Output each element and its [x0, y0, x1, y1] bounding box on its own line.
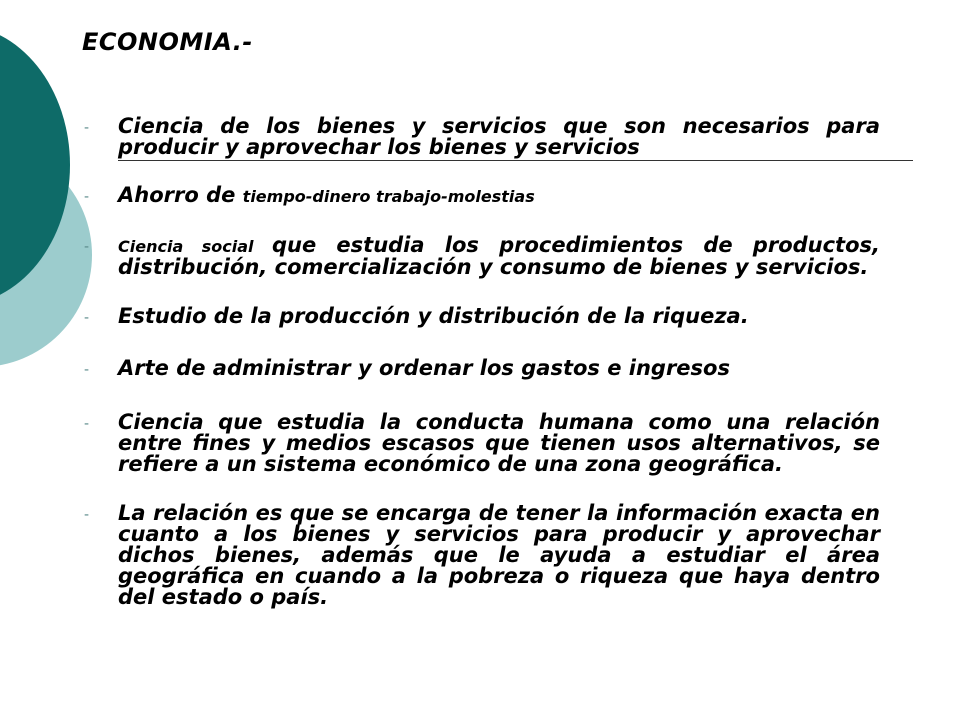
item-text: La relación es que se encarga de tener la información exacta en cuanto a los bienes y servicios para producir y aprovechar dichos bienes, además que le ayuda a estudiar el área geográfica en cuando a la pobreza o riqueza que haya dentro del estado o país.	[118, 501, 880, 609]
bullet-dash: -	[84, 310, 90, 326]
list-item	[84, 306, 880, 330]
item-text: Ciencia que estudia la conducta humana como una relación entre fines y medios escasos que tienen usos alternativos, se refiere a un sistema económico de una zona geográfica.	[118, 410, 880, 476]
item-text: Ciencia social que estudia los procedimientos de productos, distribución, comercialización y consumo de bienes y servicios.	[118, 233, 880, 279]
bullet-dash: -	[84, 189, 90, 205]
bullet-dash: -	[84, 416, 90, 432]
bullet-dash: -	[84, 120, 90, 136]
item-text: Ciencia de los bienes y servicios que son necesarios para producir y aprovechar los bienes y servicios	[118, 114, 880, 159]
bullet-dash: -	[84, 507, 90, 523]
list-item	[84, 185, 880, 209]
bullet-dash: -	[84, 239, 90, 255]
list-item	[84, 235, 880, 278]
list-item	[84, 116, 880, 158]
list-item	[84, 412, 880, 475]
item-text: Ahorro de tiempo-dinero trabajo-molestias	[118, 183, 535, 207]
list-item	[84, 503, 880, 608]
page-title: ECONOMIA.-	[82, 28, 253, 56]
item-text: Estudio de la producción y distribución de la riqueza.	[118, 304, 749, 328]
list-item	[84, 358, 880, 382]
bullet-dash: -	[84, 362, 90, 378]
item-text: Arte de administrar y ordenar los gastos e ingresos	[118, 356, 730, 380]
definition-list	[84, 116, 880, 608]
